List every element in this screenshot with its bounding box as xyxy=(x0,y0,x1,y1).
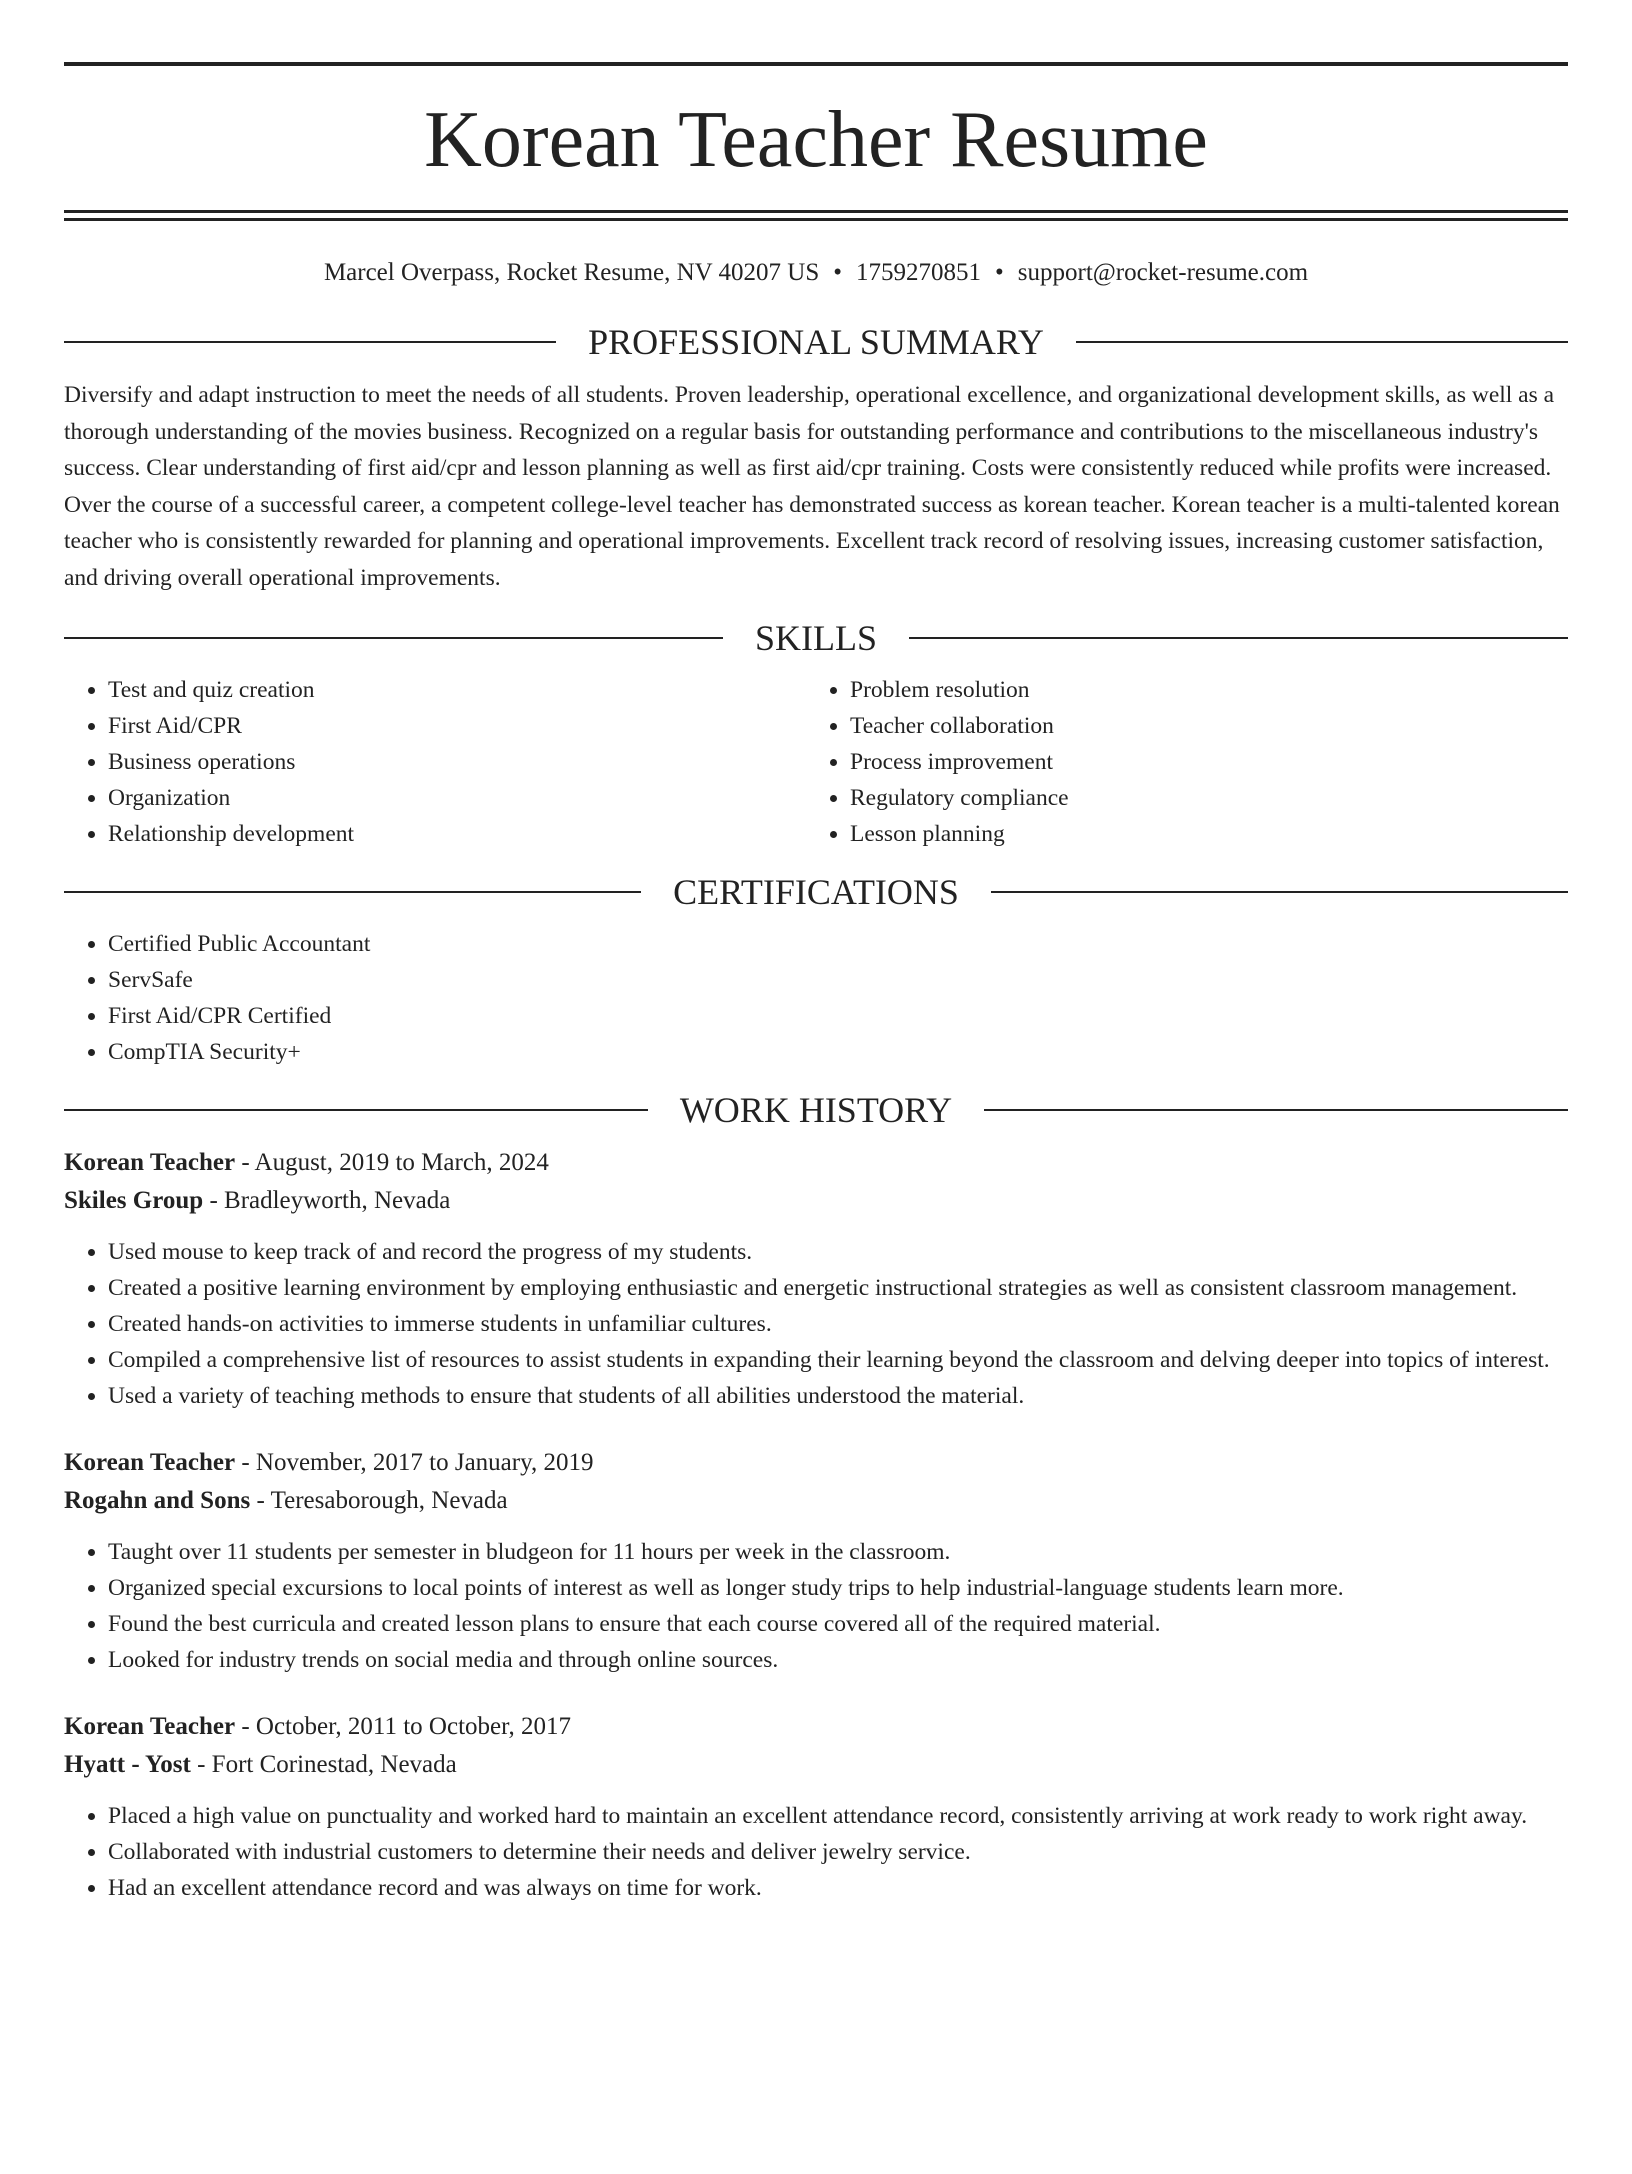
job-entry xyxy=(64,1144,1568,1414)
job-dates: - October, 2011 to October, 2017 xyxy=(235,1713,571,1740)
certification-item: • ServSafe xyxy=(108,962,1568,998)
job-title-line xyxy=(64,1444,1568,1482)
job-title: Korean Teacher xyxy=(64,1149,236,1176)
contact-separator: • xyxy=(833,259,842,286)
job-title-line xyxy=(64,1708,1568,1746)
job-bullets xyxy=(64,1534,1568,1678)
job-bullet: • Created a positive learning environment by employing enthusiastic and energetic instructional strategies as well as consistent classroom management. xyxy=(108,1270,1568,1306)
skills-list-right xyxy=(806,672,1548,852)
job-bullet: • Used a variety of teaching methods to ensure that students of all abilities understood the material. xyxy=(108,1378,1568,1414)
certification-item: • Certified Public Accountant xyxy=(108,926,1568,962)
section-heading-skills xyxy=(64,620,1568,656)
job-bullet: • Placed a high value on punctuality and worked hard to maintain an excellent attendance record, consistently arriving at work ready to work right away. xyxy=(108,1798,1568,1834)
skill-item: • First Aid/CPR xyxy=(108,708,806,744)
certifications-list xyxy=(64,926,1568,1070)
title-double-rule xyxy=(64,210,1568,221)
section-heading-summary xyxy=(64,324,1568,360)
job-bullets xyxy=(64,1234,1568,1414)
job-location: - Teresaborough, Nevada xyxy=(250,1487,508,1514)
professional-summary: Diversify and adapt instruction to meet the needs of all students. Proven leadership, operational excellence, and organizational development skills, as well as a thorough understanding of the movies business. Recognized on a regular basis for outstanding performance and contributions to the miscellaneous industry's success. Clear understanding of first aid/cpr and lesson planning as well as first aid/cpr training. Costs were consistently reduced while profits were increased. Over the course of a successful career, a competent college-level teacher has demonstrated success as korean teacher. Korean teacher is a multi-talented korean teacher who is consistently rewarded for planning and operational improvements. Excellent track record of resolving issues, increasing customer satisfaction, and driving overall operational improvements. xyxy=(64,382,1560,591)
heading-rule xyxy=(64,891,641,893)
job-bullets xyxy=(64,1798,1568,1906)
job-bullet: • Compiled a comprehensive list of resources to assist students in expanding their learning beyond the classroom and delving deeper into topics of interest. xyxy=(108,1342,1568,1378)
contact-line xyxy=(64,258,1568,288)
resume-title: Korean Teacher Resume xyxy=(424,96,1208,184)
section-title: CERTIFICATIONS xyxy=(673,872,959,912)
job-entry xyxy=(64,1444,1568,1678)
job-bullet: • Used mouse to keep track of and record the progress of my students. xyxy=(108,1234,1568,1270)
top-rule xyxy=(64,62,1568,66)
heading-rule xyxy=(991,891,1568,893)
skill-item: • Problem resolution xyxy=(850,672,1548,708)
section-title: PROFESSIONAL SUMMARY xyxy=(588,322,1044,362)
certifications-block xyxy=(64,926,1568,1070)
job-company-line xyxy=(64,1482,1568,1520)
heading-rule xyxy=(64,637,723,639)
job-title: Korean Teacher xyxy=(64,1713,236,1740)
job-bullet: • Created hands-on activities to immerse students in unfamiliar cultures. xyxy=(108,1306,1568,1342)
skill-item: • Organization xyxy=(108,780,806,816)
skills-column-left xyxy=(64,672,806,852)
job-company: Hyatt - Yost xyxy=(64,1751,191,1778)
skill-item: • Process improvement xyxy=(850,744,1548,780)
contact-separator: • xyxy=(995,259,1004,286)
contact-address: Marcel Overpass, Rocket Resume, NV 40207 US xyxy=(323,259,820,286)
job-title-line xyxy=(64,1144,1568,1182)
job-company-line xyxy=(64,1182,1568,1220)
job-entry xyxy=(64,1708,1568,1906)
skills-grid xyxy=(64,672,1568,852)
job-bullet: • Taught over 11 students per semester in bludgeon for 11 hours per week in the classroom. xyxy=(108,1534,1568,1570)
skills-column-right xyxy=(806,672,1548,852)
job-company: Skiles Group xyxy=(64,1187,204,1214)
work-history-list xyxy=(64,1144,1568,1906)
heading-rule xyxy=(984,1109,1568,1111)
job-dates: - August, 2019 to March, 2024 xyxy=(235,1149,549,1176)
resume-page xyxy=(0,62,1632,2174)
job-company: Rogahn and Sons xyxy=(64,1487,251,1514)
certification-item: • First Aid/CPR Certified xyxy=(108,998,1568,1034)
heading-rule xyxy=(64,1109,648,1111)
section-title: SKILLS xyxy=(755,618,878,658)
job-bullet: • Collaborated with industrial customers to determine their needs and deliver jewelry service. xyxy=(108,1834,1568,1870)
job-title: Korean Teacher xyxy=(64,1449,236,1476)
contact-phone: 1759270851 xyxy=(856,259,981,286)
job-bullet: • Found the best curricula and created lesson plans to ensure that each course covered all of the required material. xyxy=(108,1606,1568,1642)
skill-item: • Regulatory compliance xyxy=(850,780,1548,816)
skill-item: • Business operations xyxy=(108,744,806,780)
skills-list-left xyxy=(64,672,806,852)
job-location: - Bradleyworth, Nevada xyxy=(203,1187,451,1214)
job-bullet: • Organized special excursions to local points of interest as well as longer study trips to help industrial-language students learn more. xyxy=(108,1570,1568,1606)
contact-email[interactable]: support@rocket-resume.com xyxy=(1017,259,1309,286)
job-dates: - November, 2017 to January, 2019 xyxy=(235,1449,594,1476)
heading-rule xyxy=(64,341,556,343)
skill-item: • Test and quiz creation xyxy=(108,672,806,708)
section-heading-work-history xyxy=(64,1092,1568,1128)
heading-rule xyxy=(1076,341,1568,343)
section-title: WORK HISTORY xyxy=(679,1090,953,1130)
heading-rule xyxy=(909,637,1568,639)
certification-item: • CompTIA Security+ xyxy=(108,1034,1568,1070)
job-bullet: • Had an excellent attendance record and was always on time for work. xyxy=(108,1870,1568,1906)
skill-item: • Relationship development xyxy=(108,816,806,852)
skill-item: • Teacher collaboration xyxy=(850,708,1548,744)
skill-item: • Lesson planning xyxy=(850,816,1548,852)
job-company-line xyxy=(64,1746,1568,1784)
section-heading-certifications xyxy=(64,874,1568,910)
job-location: - Fort Corinestad, Nevada xyxy=(190,1751,457,1778)
job-bullet: • Looked for industry trends on social media and through online sources. xyxy=(108,1642,1568,1678)
